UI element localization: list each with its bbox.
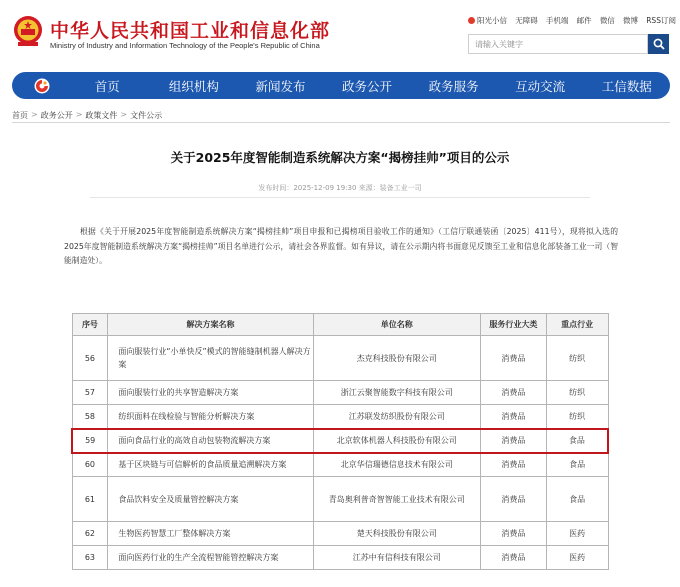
cell-industry: 纺织	[546, 336, 608, 381]
breadcrumb-separator: >	[120, 110, 128, 119]
nav-data[interactable]: 工信数据	[601, 78, 652, 94]
top-link-mail[interactable]: 邮件	[576, 15, 592, 25]
cell-category: 消费品	[480, 405, 546, 429]
table-row	[72, 336, 608, 381]
article-paragraph: 根据《关于开展2025年度智能制造系统解决方案“揭榜挂帅”项目申报和已揭榜项目验收工作的通知》（工信厅联通装函〔2025〕411号），现将拟入选的2025年度智能制造系统解决方案“揭榜挂帅”项目名单进行公示，请社会各界监督。如有异议，请在公示期内将书面意见反馈至工业和信息化部装备工业一司（智能制造处）。	[64, 227, 618, 265]
nav-home[interactable]: 首页	[94, 78, 120, 94]
cell-company: 青岛奥利普奇智智能工业技术有限公司	[313, 477, 480, 522]
col-header-no: 序号	[72, 314, 108, 336]
cell-industry: 食品	[546, 477, 608, 522]
top-links	[468, 14, 676, 26]
table-row	[72, 522, 608, 546]
cell-no: 57	[72, 381, 108, 405]
site-subtitle: Ministry of Industry and Information Technology of the People's Republic of China	[50, 41, 320, 50]
table-row	[72, 546, 608, 570]
cell-solution: 面向食品行业的高效自动包装物流解决方案	[108, 429, 313, 453]
cell-company: 楚天科技股份有限公司	[313, 522, 480, 546]
table-row	[72, 453, 608, 477]
project-table	[71, 313, 609, 570]
col-header-company: 单位名称	[313, 314, 480, 336]
cell-category: 消费品	[480, 477, 546, 522]
cell-category: 消费品	[480, 522, 546, 546]
table-header-row	[72, 314, 608, 336]
table-row	[72, 405, 608, 429]
cell-industry: 纺织	[546, 381, 608, 405]
top-link-weibo[interactable]: 微博	[623, 15, 639, 25]
nav-interaction[interactable]: 互动交流	[515, 78, 566, 94]
article-title: 关于2025年度智能制造系统解决方案“揭榜挂帅”项目的公示	[170, 150, 510, 165]
cell-company: 江苏联发纺织股份有限公司	[313, 405, 480, 429]
cell-company: 江苏中有信科技有限公司	[313, 546, 480, 570]
cell-industry: 医药	[546, 522, 608, 546]
cell-no: 56	[72, 336, 108, 381]
nav-news[interactable]: 新闻发布	[255, 78, 306, 94]
breadcrumb-file-announcement[interactable]: 文件公示	[130, 111, 163, 120]
top-link-wechat[interactable]: 微信	[599, 15, 615, 25]
search-icon	[653, 38, 665, 50]
col-header-solution: 解决方案名称	[108, 314, 313, 336]
cell-category: 消费品	[480, 429, 546, 453]
table-row	[72, 477, 608, 522]
cell-no: 58	[72, 405, 108, 429]
top-link-sunshine[interactable]: 阳光小信	[468, 15, 507, 26]
col-header-industry: 重点行业	[546, 314, 608, 336]
breadcrumb-separator: >	[31, 110, 38, 119]
breadcrumb-divider	[12, 122, 670, 123]
cell-solution: 面向服装行业“小单快反”模式的智能缝制机器人解决方案	[108, 336, 313, 381]
site-title[interactable]: 中华人民共和国工业和信息化部	[50, 20, 331, 42]
breadcrumb-government-affairs[interactable]: 政务公开	[40, 111, 73, 120]
sunshine-icon	[468, 17, 475, 24]
cell-no: 62	[72, 522, 108, 546]
cell-solution: 纺织面料在线检验与智能分析解决方案	[108, 405, 313, 429]
col-header-category: 服务行业大类	[480, 314, 546, 336]
breadcrumb-separator: >	[75, 110, 83, 119]
national-emblem-icon[interactable]	[12, 14, 44, 48]
cell-no: 59	[72, 429, 108, 453]
cell-company: 北京华信瑞德信息技术有限公司	[313, 453, 480, 477]
cell-no: 60	[72, 453, 108, 477]
nav-services[interactable]: 政务服务	[428, 78, 479, 94]
cell-solution: 面向服装行业的共享智造解决方案	[108, 381, 313, 405]
cell-industry: 医药	[546, 546, 608, 570]
cell-industry: 食品	[546, 429, 608, 453]
cell-solution: 食品饮料安全及质量管控解决方案	[108, 477, 313, 522]
cell-company: 北京软体机器人科技股份有限公司	[313, 429, 480, 453]
table-row-highlighted	[72, 429, 608, 453]
nav-government-affairs[interactable]: 政务公开	[342, 78, 393, 94]
breadcrumb	[12, 110, 162, 121]
search-button[interactable]	[648, 34, 669, 54]
cell-no: 63	[72, 546, 108, 570]
meta-divider	[90, 197, 590, 198]
search-input[interactable]	[468, 34, 648, 54]
cell-company: 浙江云聚智能数字科技有限公司	[313, 381, 480, 405]
table-row	[72, 381, 608, 405]
cell-category: 消费品	[480, 336, 546, 381]
nav-organization[interactable]: 组织机构	[168, 78, 219, 94]
cell-category: 消费品	[480, 381, 546, 405]
cell-no: 61	[72, 477, 108, 522]
breadcrumb-policy-files[interactable]: 政策文件	[85, 111, 118, 120]
cell-company: 杰克科技股份有限公司	[313, 336, 480, 381]
breadcrumb-home[interactable]: 首页	[12, 111, 28, 120]
site-header	[0, 0, 680, 66]
cell-industry: 纺织	[546, 405, 608, 429]
cell-category: 消费品	[480, 453, 546, 477]
main-nav	[12, 72, 670, 99]
cell-solution: 生物医药智慧工厂整体解决方案	[108, 522, 313, 546]
top-link-mobile[interactable]: 手机端	[545, 15, 569, 25]
article-meta: 发布时间：2025-12-09 19:30 来源：装备工业一司	[258, 184, 422, 192]
miit-logo-icon[interactable]	[34, 78, 50, 94]
top-link-rss[interactable]: RSS订阅	[646, 15, 676, 25]
cell-solution: 面向医药行业的生产全流程智能管控解决方案	[108, 546, 313, 570]
cell-solution: 基于区块链与可信解析的食品质量追溯解决方案	[108, 453, 313, 477]
top-link-accessibility[interactable]: 无障碍	[515, 15, 538, 25]
cell-category: 消费品	[480, 546, 546, 570]
cell-industry: 食品	[546, 453, 608, 477]
